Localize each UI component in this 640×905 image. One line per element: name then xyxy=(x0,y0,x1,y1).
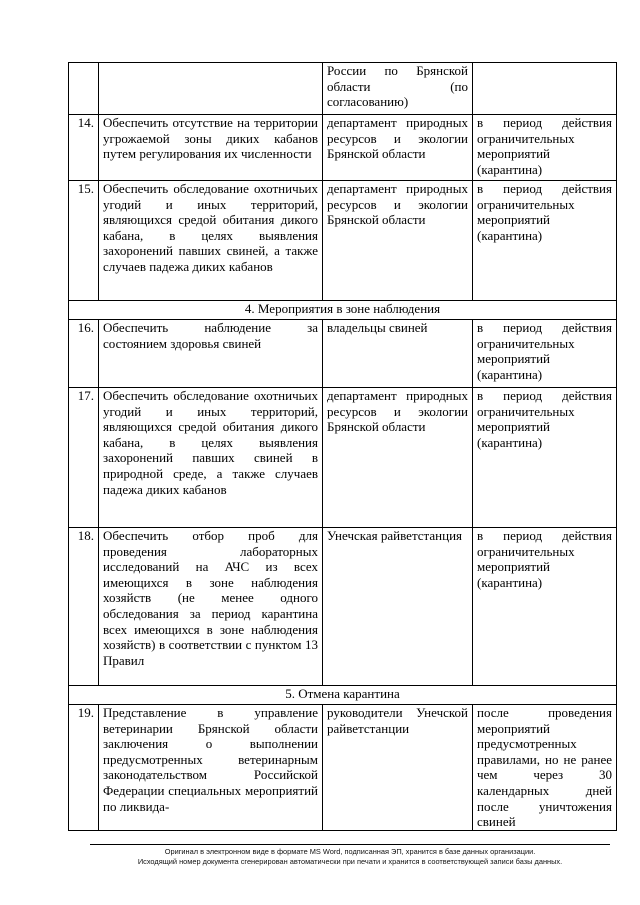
measure-cell: Обеспечить обследование охотничьих угодий и иных территорий, являющихся средой обитания дикого кабана, в целях выявления захоронений павших свиней, а также случаев падежа диких кабанов xyxy=(99,181,323,301)
table-row xyxy=(69,63,617,115)
document-footer xyxy=(90,844,610,867)
term-cell xyxy=(473,63,617,115)
table-row xyxy=(69,705,617,831)
measure-cell: Обеспечить отбор проб для проведения лабораторных исследований на АЧС из всех имеющихся в зоне наблюдения хозяйств (не менее одного обследования за период карантина всех имеющихся в зоне наблюдения хозяйств) в соответствии с пунктом 13 Правил xyxy=(99,528,323,686)
table-row xyxy=(69,320,617,388)
row-number: 14. xyxy=(69,115,99,181)
measure-cell: Представление в управление ветеринарии Брянской области заключения о выполнении предусмотренных ветеринарным законодательством Российской Федерации специальных мероприятий по ликвида- xyxy=(99,705,323,831)
row-number: 17. xyxy=(69,388,99,528)
executor-cell: департамент природных ресурсов и экологии Брянской области xyxy=(323,115,473,181)
table-row xyxy=(69,528,617,686)
measures-table xyxy=(68,62,617,831)
executor-cell: руководители Унечской райветстанции xyxy=(323,705,473,831)
term-cell: в период действия ограничительных мероприятий (карантина) xyxy=(473,181,617,301)
row-number: 19. xyxy=(69,705,99,831)
table-row xyxy=(69,115,617,181)
term-cell: в период действия ограничительных мероприятий (карантина) xyxy=(473,115,617,181)
measure-cell: Обеспечить отсутствие на территории угрожаемой зоны диких кабанов путем регулирования их численности xyxy=(99,115,323,181)
table-row xyxy=(69,181,617,301)
section-heading: 4. Мероприятия в зоне наблюдения xyxy=(69,301,617,320)
row-number: 16. xyxy=(69,320,99,388)
section-row xyxy=(69,686,617,705)
section-heading: 5. Отмена карантина xyxy=(69,686,617,705)
row-number: 18. xyxy=(69,528,99,686)
executor-cell: департамент природных ресурсов и экологии Брянской области xyxy=(323,181,473,301)
measure-cell: Обеспечить наблюдение за состоянием здоровья свиней xyxy=(99,320,323,388)
term-cell: в период действия ограничительных мероприятий (карантина) xyxy=(473,320,617,388)
executor-cell: владельцы свиней xyxy=(323,320,473,388)
measure-cell xyxy=(99,63,323,115)
term-cell: после проведения мероприятий предусмотренных правилами, но не ранее чем через 30 календарных дней после уничтожения свиней xyxy=(473,705,617,831)
term-cell: в период действия ограничительных мероприятий (карантина) xyxy=(473,528,617,686)
term-cell: в период действия ограничительных мероприятий (карантина) xyxy=(473,388,617,528)
table-row xyxy=(69,388,617,528)
section-row xyxy=(69,301,617,320)
executor-cell: Унечская райветстанция xyxy=(323,528,473,686)
row-number xyxy=(69,63,99,115)
footer-line: Исходящий номер документа сгенерирован автоматически при печати и хранится в соответствующей записи базы данных. xyxy=(137,857,563,866)
row-number: 15. xyxy=(69,181,99,301)
footer-line: Оригинал в электронном виде в формате MS Word, подписанная ЭП, хранится в базе данных организации. xyxy=(164,847,536,856)
executor-cell: России по Брянской области (по согласованию) xyxy=(323,63,473,115)
executor-cell: департамент природных ресурсов и экологии Брянской области xyxy=(323,388,473,528)
measure-cell: Обеспечить обследование охотничьих угодий и иных территорий, являющихся средой обитания дикого кабана, в целях выявления захоронений павших свиней в природной среде, а также случаев падежа диких кабанов xyxy=(99,388,323,528)
